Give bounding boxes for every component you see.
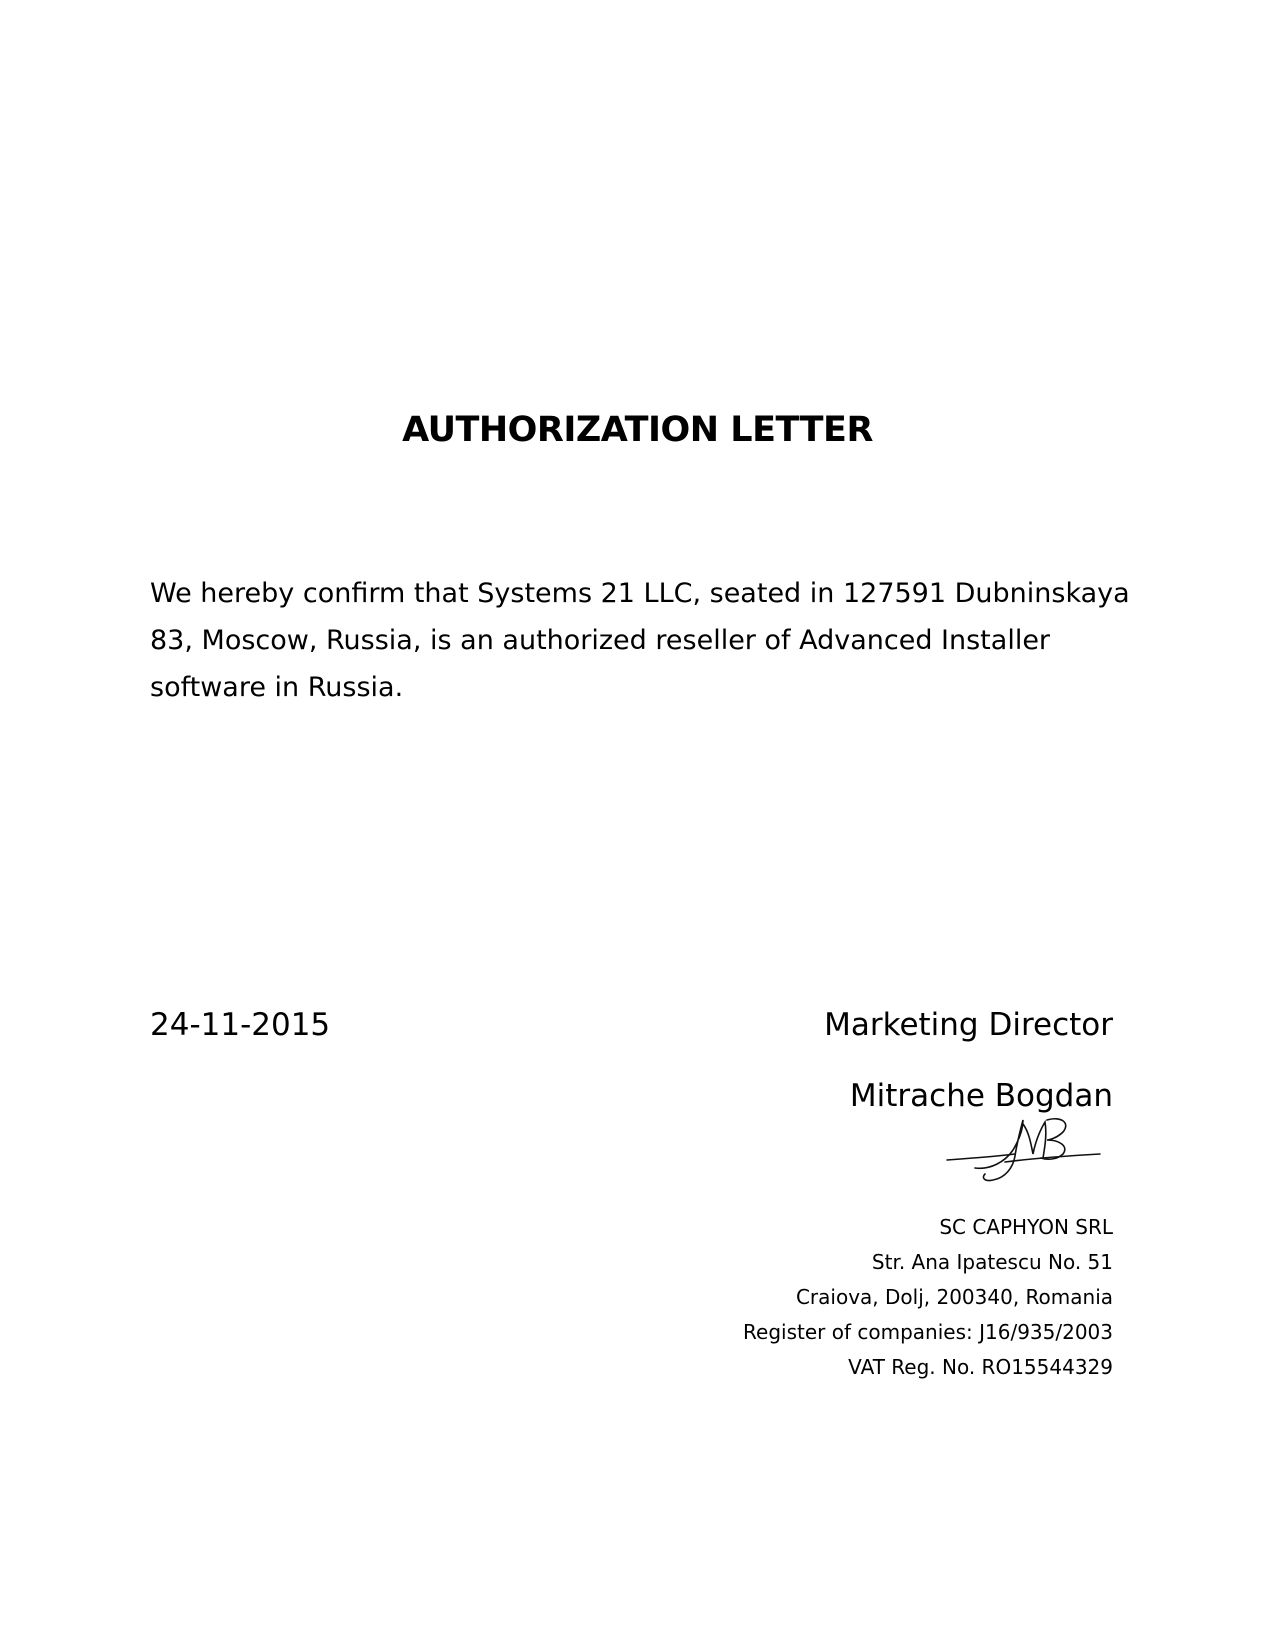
letter-date: 24-11-2015 xyxy=(150,1007,331,1043)
signatory-name: Mitrache Bogdan xyxy=(849,1078,1113,1114)
company-name: SC CAPHYON SRL xyxy=(939,1215,1113,1239)
signatory-role: Marketing Director xyxy=(824,1007,1113,1043)
company-street: Str. Ana Ipatescu No. 51 xyxy=(871,1250,1113,1274)
company-city: Craiova, Dolj, 200340, Romania xyxy=(795,1285,1113,1309)
letter-body: We hereby confirm that Systems 21 LLC, seated in 127591 Dubninskaya 83, Moscow, Russia, is an authorized reseller of Advanced Installer software in Russia. xyxy=(150,578,1130,703)
company-register: Register of companies: J16/935/2003 xyxy=(743,1320,1113,1344)
handwritten-signature xyxy=(945,1112,1105,1192)
company-vat: VAT Reg. No. RO15544329 xyxy=(848,1355,1113,1379)
company-address-block xyxy=(743,1210,1113,1385)
letter-title: AUTHORIZATION LETTER xyxy=(402,410,873,450)
